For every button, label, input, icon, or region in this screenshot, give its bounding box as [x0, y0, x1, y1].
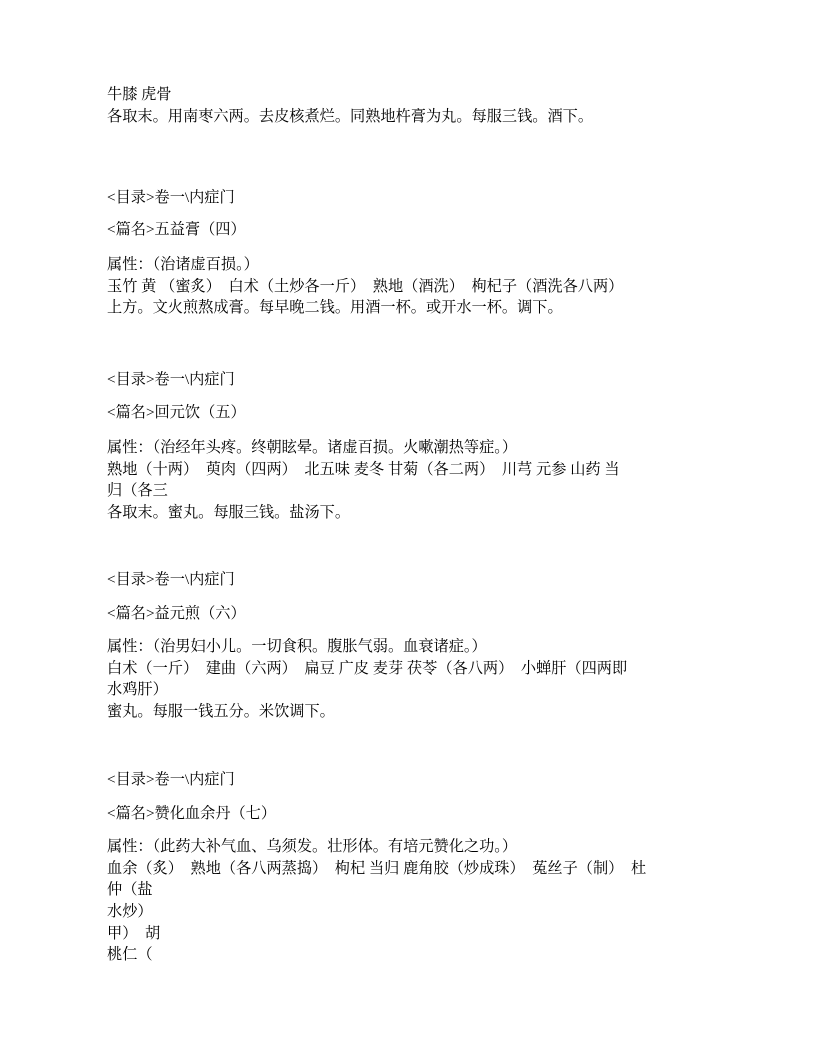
section-title-block — [107, 603, 797, 625]
section-title: <篇名>益元煎（六） — [107, 605, 246, 622]
body-block — [107, 836, 797, 966]
section-title-block — [107, 219, 797, 241]
body-block — [107, 254, 797, 319]
text-line: 各取末。用南枣六两。去皮核煮烂。同熟地杵膏为丸。每服三钱。酒下。 — [107, 107, 593, 125]
text-line: 桃仁（ — [107, 946, 153, 964]
text-line: 水鸡肝） — [107, 681, 168, 699]
text-line: 甲） 胡 — [107, 924, 161, 942]
text-line: 归（各三 — [107, 482, 168, 500]
text-line: 蜜丸。每服一钱五分。米饮调下。 — [107, 703, 335, 721]
catalog-line: <目录>卷一\内症门 — [107, 189, 235, 206]
catalog-line-block — [107, 369, 797, 391]
attribute-line: 属性：（治经年头疼。终朝眩晕。诸虚百损。火嗽潮热等症。） — [107, 439, 518, 456]
text-line: 白术（一斤） 建曲（六两） 扁豆 广皮 麦芽 茯苓（各八两） 小蝉肝（四两即 — [107, 659, 628, 677]
section-title: <篇名>回元饮（五） — [107, 404, 246, 421]
text-line: 各取末。蜜丸。每服三钱。盐汤下。 — [107, 504, 350, 522]
text-line: 水炒） — [107, 903, 153, 921]
section-title-block — [107, 402, 797, 424]
body-block — [107, 437, 797, 524]
catalog-line: <目录>卷一\内症门 — [107, 371, 235, 388]
body-block — [107, 636, 797, 723]
catalog-line-block — [107, 569, 797, 591]
text-line: 熟地（十两） 萸肉（四两） 北五味 麦冬 甘菊（各二两） 川芎 元参 山药 当 — [107, 460, 620, 478]
text-line: 血余（炙） 熟地（各八两蒸捣） 枸杞 当归 鹿角胶（炒成珠） 菟丝子（制） 杜 — [107, 859, 647, 877]
section-title-block — [107, 803, 797, 825]
section-title: <篇名>五益膏（四） — [107, 221, 246, 238]
section-title: <篇名>赞化血余丹（七） — [107, 805, 277, 822]
text-line: 牛膝 虎骨 — [107, 86, 172, 103]
catalog-line-block — [107, 769, 797, 791]
body-block — [107, 84, 797, 127]
text-line: 仲（盐 — [107, 881, 153, 899]
attribute-line: 属性：（此药大补气血、乌须发。壮形体。有培元赞化之功。） — [107, 838, 518, 855]
text-line: 上方。文火煎熬成膏。每早晚二钱。用酒一杯。或开水一杯。调下。 — [107, 299, 563, 317]
catalog-line: <目录>卷一\内症门 — [107, 771, 235, 788]
attribute-line: 属性：（治诸虚百损。） — [107, 256, 259, 273]
catalog-line-block — [107, 187, 797, 209]
catalog-line: <目录>卷一\内症门 — [107, 571, 235, 588]
attribute-line: 属性：（治男妇小儿。一切食积。腹胀气弱。血衰诸症。） — [107, 638, 487, 655]
text-line: 玉竹 黄 （蜜炙） 白术（土炒各一斤） 熟地（酒洗） 枸杞子（酒洗各八两） — [107, 277, 624, 295]
